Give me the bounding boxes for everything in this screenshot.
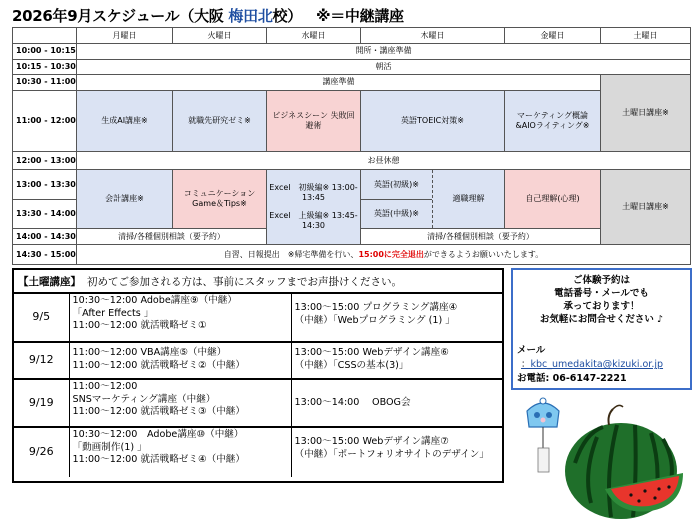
lecture-cell: 生成AI講座※ (77, 91, 173, 152)
excel-basic-label: Excel 初級編※ 13:00-13:45 (269, 183, 358, 203)
day-header: 月曜日 (77, 28, 173, 44)
time-cell: 13:30 - 14:00 (13, 199, 77, 228)
schedule-cell: 清掃/各種個別相談（要予約） (361, 229, 601, 245)
time-cell: 14:00 - 14:30 (13, 229, 77, 245)
closing-deadline: 15:00に完全退出 (358, 249, 424, 259)
english-basic-label: 英語(初級)※ (374, 179, 419, 189)
lecture-cell: ビジネスシーン 失敗回避術 (267, 91, 361, 152)
session-line: 「動画制作(1) 」 (72, 441, 147, 453)
lecture-cell-excel (267, 170, 361, 245)
contact-line: ご体験予約は (572, 275, 630, 286)
schedule-cell: 朝活 (77, 59, 691, 74)
day-header: 火曜日 (173, 28, 267, 44)
session-line: 10:30～12:00 Adobe講座⑩（中継） (72, 429, 244, 440)
lecture-cell: 会計講座※ (77, 170, 173, 229)
wind-chime-icon (527, 398, 559, 472)
saturday-intro: 初めてご参加される方は、事前にスタッフまでお声掛けください。 (87, 275, 402, 288)
day-header: 金曜日 (505, 28, 601, 44)
mail-line (521, 356, 686, 370)
saturday-lectures-box (12, 268, 504, 483)
mail-prefix: ： (521, 359, 531, 371)
saturday-row (14, 379, 502, 427)
saturday-afternoon (291, 342, 502, 379)
saturday-morning (69, 427, 291, 477)
saturday-title: 【土曜講座】 (18, 275, 81, 288)
lecture-cell: 英語TOEIC対策※ (361, 91, 505, 152)
session-line: 「After Effects 」 (72, 307, 154, 319)
phone-number: お電話: 06-6147-2221 (517, 373, 627, 385)
saturday-date: 9/5 (14, 294, 69, 342)
saturday-morning (69, 379, 291, 427)
session-line: （中継）「ポートフォリオサイトのデザイン」 (294, 448, 489, 460)
schedule-cell: 開所・講座準備 (77, 44, 691, 59)
english-intermediate-label: 英語(中級)※ (361, 199, 432, 228)
schedule-cell: お昼休憩 (77, 151, 691, 169)
saturday-morning (69, 342, 291, 379)
closing-text: 自習、日報提出 ※帰宅準備を行い、 (223, 249, 359, 259)
table-row (13, 74, 691, 90)
corner-cell (13, 28, 77, 44)
time-cell: 13:00 - 13:30 (13, 170, 77, 199)
time-cell: 12:00 - 13:00 (13, 151, 77, 169)
session-line: 10:30～12:00 Adobe講座⑨（中継） (72, 295, 237, 306)
schedule-cell: 清掃/各種個別相談（要予約） (77, 229, 267, 245)
session-line: 11:00～12:00 (72, 381, 138, 392)
session-line: 13:00～15:00 プログラミング講座④ (294, 302, 458, 313)
email-link[interactable]: kbc_umedakita@kizuki.or.jp (530, 359, 664, 371)
time-cell: 10:15 - 10:30 (13, 59, 77, 74)
header-row (13, 28, 691, 44)
lecture-cell-english (361, 170, 505, 229)
saturday-lecture-cell: 土曜日講座※ (601, 170, 691, 245)
closing-text-end: ができるようお願いいたします。 (423, 249, 544, 259)
time-cell: 11:00 - 12:00 (13, 91, 77, 152)
session-line: 11:00～12:00 VBA講座⑤（中継） (72, 347, 227, 358)
time-cell: 10:30 - 11:00 (13, 74, 77, 90)
table-row (13, 151, 691, 169)
contact-line: お気軽にお問合せください ♪ (539, 314, 664, 326)
session-line: SNSマーケティング講座（中継） (72, 393, 216, 405)
title-suffix: 校） (272, 7, 302, 25)
contact-box (511, 268, 692, 390)
saturday-table (14, 294, 502, 477)
time-cell: 14:30 - 15:00 (13, 245, 77, 265)
page-title (12, 5, 404, 26)
day-header: 水曜日 (267, 28, 361, 44)
lecture-cell: 就職先研究ゼミ※ (173, 91, 267, 152)
saturday-afternoon (291, 379, 502, 427)
saturday-morning (69, 294, 291, 342)
saturday-date: 9/12 (14, 342, 69, 379)
session-line: 13:00～15:00 Webデザイン講座⑦ (294, 436, 449, 447)
lecture-cell: コミュニケーション Game＆Tips※ (173, 170, 267, 229)
mail-label: メール (517, 345, 546, 357)
saturday-heading (14, 270, 502, 294)
saturday-row (14, 427, 502, 477)
job-fit-label: 適職理解 (432, 170, 504, 228)
excel-advanced-label: Excel 上級編※ 13:45-14:30 (269, 211, 358, 231)
session-line: （中継）「Webプログラミング (1) 」 (294, 314, 455, 326)
title-main: 2026年9月スケジュール（大阪 (12, 7, 229, 25)
closing-cell (77, 245, 691, 265)
weekly-timetable (12, 27, 691, 265)
contact-line: 電話番号・メールでも (554, 288, 649, 300)
table-row (13, 59, 691, 74)
saturday-afternoon (291, 294, 502, 342)
table-row (13, 245, 691, 265)
watermelon-wind-chime-illustration (513, 393, 693, 523)
time-cell: 10:00 - 10:15 (13, 44, 77, 59)
saturday-date: 9/26 (14, 427, 69, 477)
day-header: 土曜日 (601, 28, 691, 44)
title-note: ※＝中継講座 (315, 7, 404, 25)
session-line: 11:00～12:00 就活戦略ゼミ④（中継） (72, 454, 245, 466)
session-line: 11:00～12:00 就活戦略ゼミ③（中継） (72, 406, 245, 418)
contact-line: 承っております！ (563, 301, 640, 313)
lecture-cell: 自己理解(心理) (505, 170, 601, 229)
day-header: 木曜日 (361, 28, 505, 44)
session-line: 13:00～14:00 OBOG会 (294, 396, 411, 408)
table-row (13, 170, 691, 199)
saturday-lecture-cell: 土曜日講座※ (601, 74, 691, 151)
saturday-row (14, 342, 502, 379)
table-row (13, 44, 691, 59)
session-line: （中継）「CSSの基本(3)」 (294, 359, 409, 371)
saturday-date: 9/19 (14, 379, 69, 427)
schedule-cell: 講座準備 (77, 74, 601, 90)
title-campus: 梅田北 (228, 7, 273, 25)
lecture-cell: マーケティング概論 &AIOライティング※ (505, 91, 601, 152)
saturday-row (14, 294, 502, 342)
session-line: 13:00～15:00 Webデザイン講座⑥ (294, 347, 449, 358)
saturday-afternoon (291, 427, 502, 477)
session-line: 11:00～12:00 就活戦略ゼミ① (72, 320, 207, 332)
table-row (13, 91, 691, 152)
session-line: 11:00～12:00 就活戦略ゼミ②（中継） (72, 359, 245, 371)
